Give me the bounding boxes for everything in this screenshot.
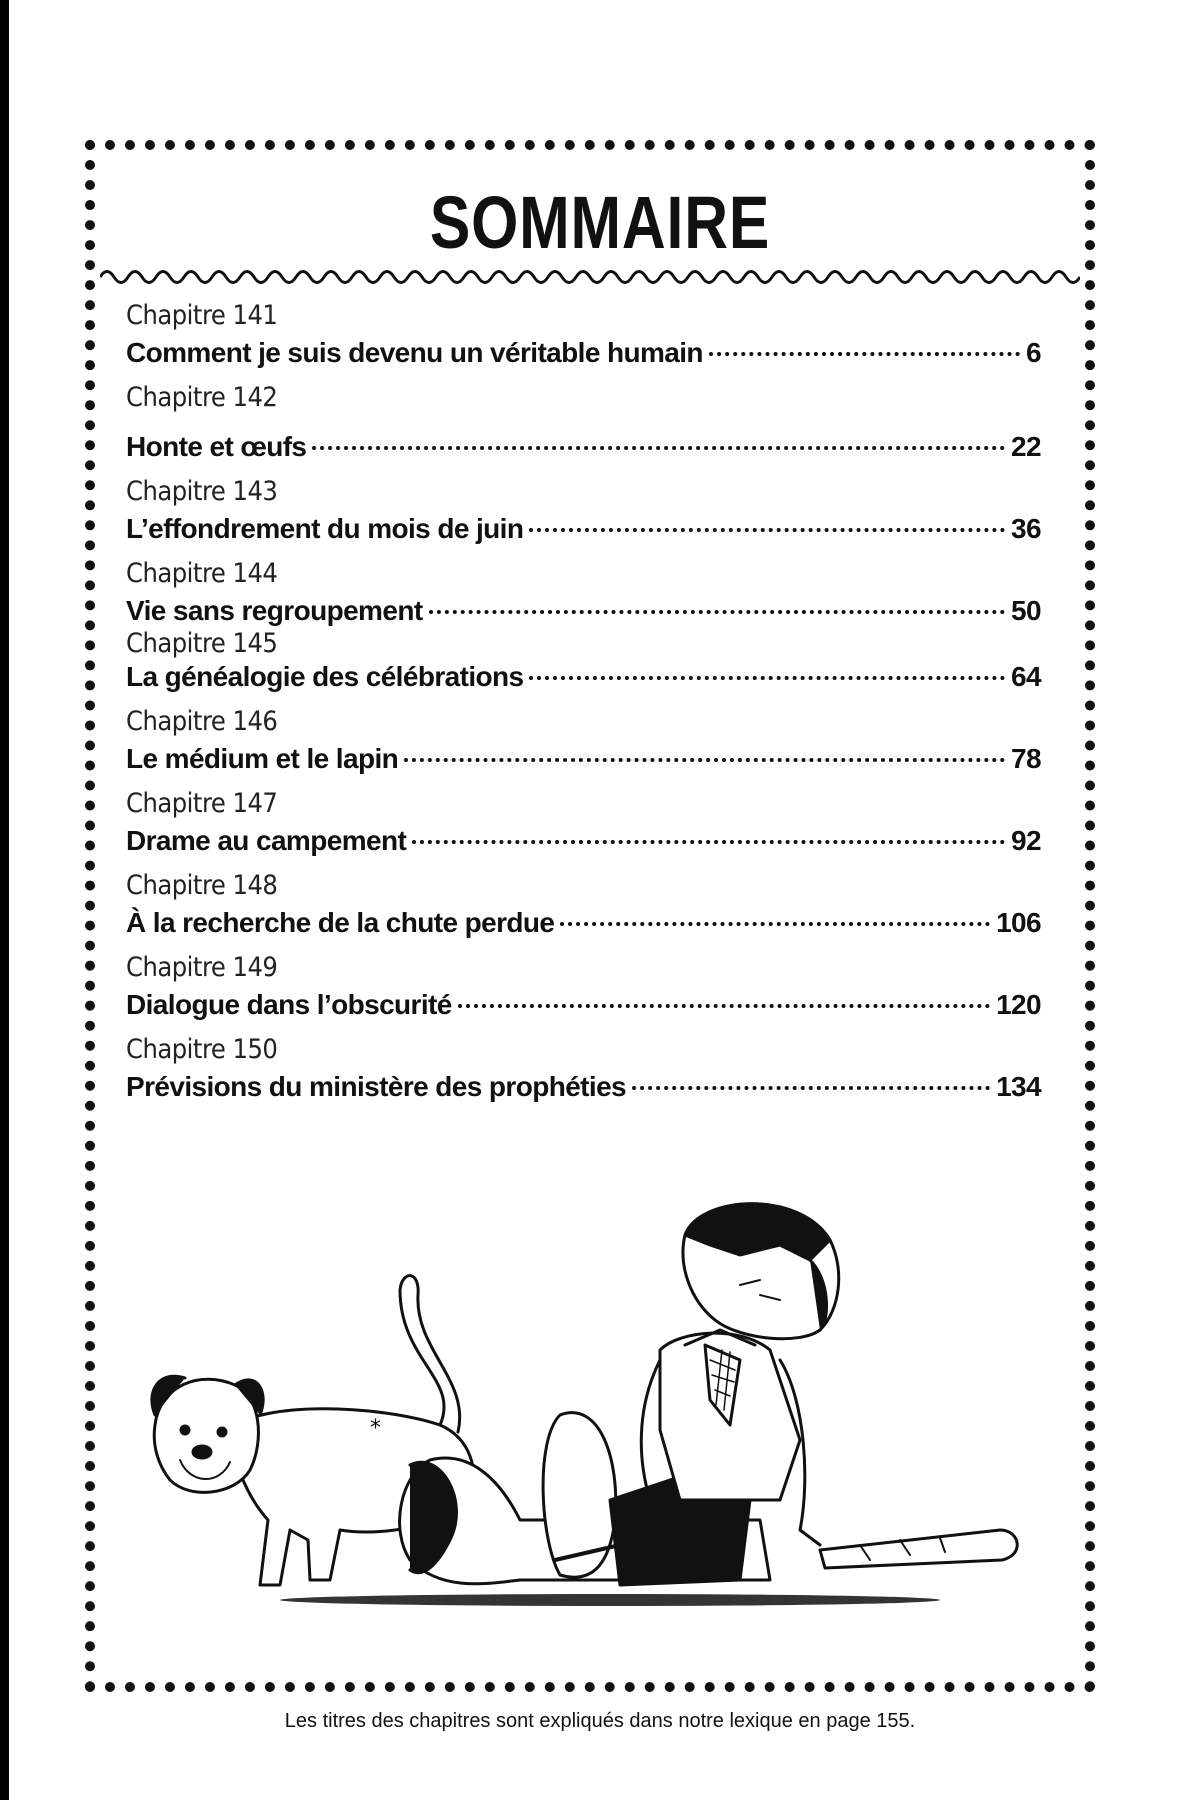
dot-leader bbox=[312, 446, 1005, 450]
dot-leader bbox=[632, 1086, 990, 1090]
chapter-page: 106 bbox=[996, 907, 1041, 938]
chapter-page: 78 bbox=[1011, 743, 1041, 774]
chapter-page: 134 bbox=[996, 1071, 1041, 1102]
chapter-row bbox=[126, 822, 1041, 860]
dot-leader bbox=[412, 840, 1005, 844]
dot-leader bbox=[560, 922, 990, 926]
dot-leader bbox=[458, 1004, 990, 1008]
chapter-title: À la recherche de la chute perdue bbox=[126, 907, 555, 938]
chapter-row bbox=[126, 428, 1041, 466]
toc-entry[interactable] bbox=[126, 474, 1041, 548]
toc-entry[interactable] bbox=[126, 1032, 1041, 1106]
dot-leader bbox=[529, 676, 1005, 680]
chapter-page: 22 bbox=[1011, 431, 1041, 462]
chapter-page: 50 bbox=[1011, 595, 1041, 626]
chapter-number: Chapitre 149 bbox=[126, 952, 278, 983]
chapter-title: Comment je suis devenu un véritable humain bbox=[126, 337, 703, 368]
chapter-number: Chapitre 141 bbox=[126, 300, 278, 331]
chapter-row bbox=[126, 904, 1041, 942]
chapter-row bbox=[126, 658, 1041, 696]
chapter-title: L’effondrement du mois de juin bbox=[126, 513, 524, 544]
chapter-row bbox=[126, 592, 1041, 630]
chapter-title: Dialogue dans l’obscurité bbox=[126, 989, 452, 1020]
toc-entry[interactable] bbox=[126, 950, 1041, 1024]
toc-entry[interactable] bbox=[126, 786, 1041, 860]
chapter-number: Chapitre 143 bbox=[126, 476, 278, 507]
chapter-number: Chapitre 148 bbox=[126, 870, 278, 901]
chapter-number: Chapitre 142 bbox=[126, 382, 278, 413]
chapter-page: 120 bbox=[996, 989, 1041, 1020]
chapter-number: Chapitre 147 bbox=[126, 788, 278, 819]
toc-entry[interactable] bbox=[126, 704, 1041, 778]
chapter-title: Honte et œufs bbox=[126, 431, 307, 462]
wave-divider bbox=[100, 262, 1080, 292]
chapter-title: Vie sans regroupement bbox=[126, 595, 423, 626]
toc-entry[interactable] bbox=[126, 630, 1041, 696]
toc-entry[interactable] bbox=[126, 380, 1041, 466]
chapter-page: 92 bbox=[1011, 825, 1041, 856]
chapter-row bbox=[126, 334, 1041, 372]
toc-entry[interactable] bbox=[126, 556, 1041, 630]
chapter-title: Le médium et le lapin bbox=[126, 743, 399, 774]
chapter-page: 64 bbox=[1011, 661, 1041, 692]
dot-leader bbox=[709, 352, 1020, 356]
chapter-page: 36 bbox=[1011, 513, 1041, 544]
chapter-page: 6 bbox=[1026, 337, 1041, 368]
chapter-row bbox=[126, 986, 1041, 1024]
chapter-number: Chapitre 144 bbox=[126, 558, 278, 589]
chapter-row bbox=[126, 740, 1041, 778]
dot-leader bbox=[404, 758, 1005, 762]
page-edge bbox=[0, 0, 9, 1800]
chapter-title: Drame au campement bbox=[126, 825, 407, 856]
dot-leader bbox=[429, 610, 1005, 614]
dot-leader bbox=[529, 528, 1005, 532]
chapter-row bbox=[126, 510, 1041, 548]
illustration-girl-and-dog bbox=[140, 1200, 1060, 1660]
chapter-number: Chapitre 145 bbox=[126, 628, 278, 659]
chapter-title: Prévisions du ministère des prophéties bbox=[126, 1071, 627, 1102]
footer-note: Les titres des chapitres sont expliqués dans notre lexique en page 155. bbox=[284, 1710, 916, 1732]
toc-entry[interactable] bbox=[126, 868, 1041, 942]
chapter-number: Chapitre 146 bbox=[126, 706, 278, 737]
chapter-title: La généalogie des célébrations bbox=[126, 661, 524, 692]
chapter-number: Chapitre 150 bbox=[126, 1034, 278, 1065]
svg-text:*: * bbox=[370, 1416, 381, 1441]
table-of-contents bbox=[126, 298, 1041, 1114]
page-title: SOMMAIRE bbox=[429, 181, 771, 264]
toc-entry[interactable] bbox=[126, 298, 1041, 372]
chapter-row bbox=[126, 1068, 1041, 1106]
